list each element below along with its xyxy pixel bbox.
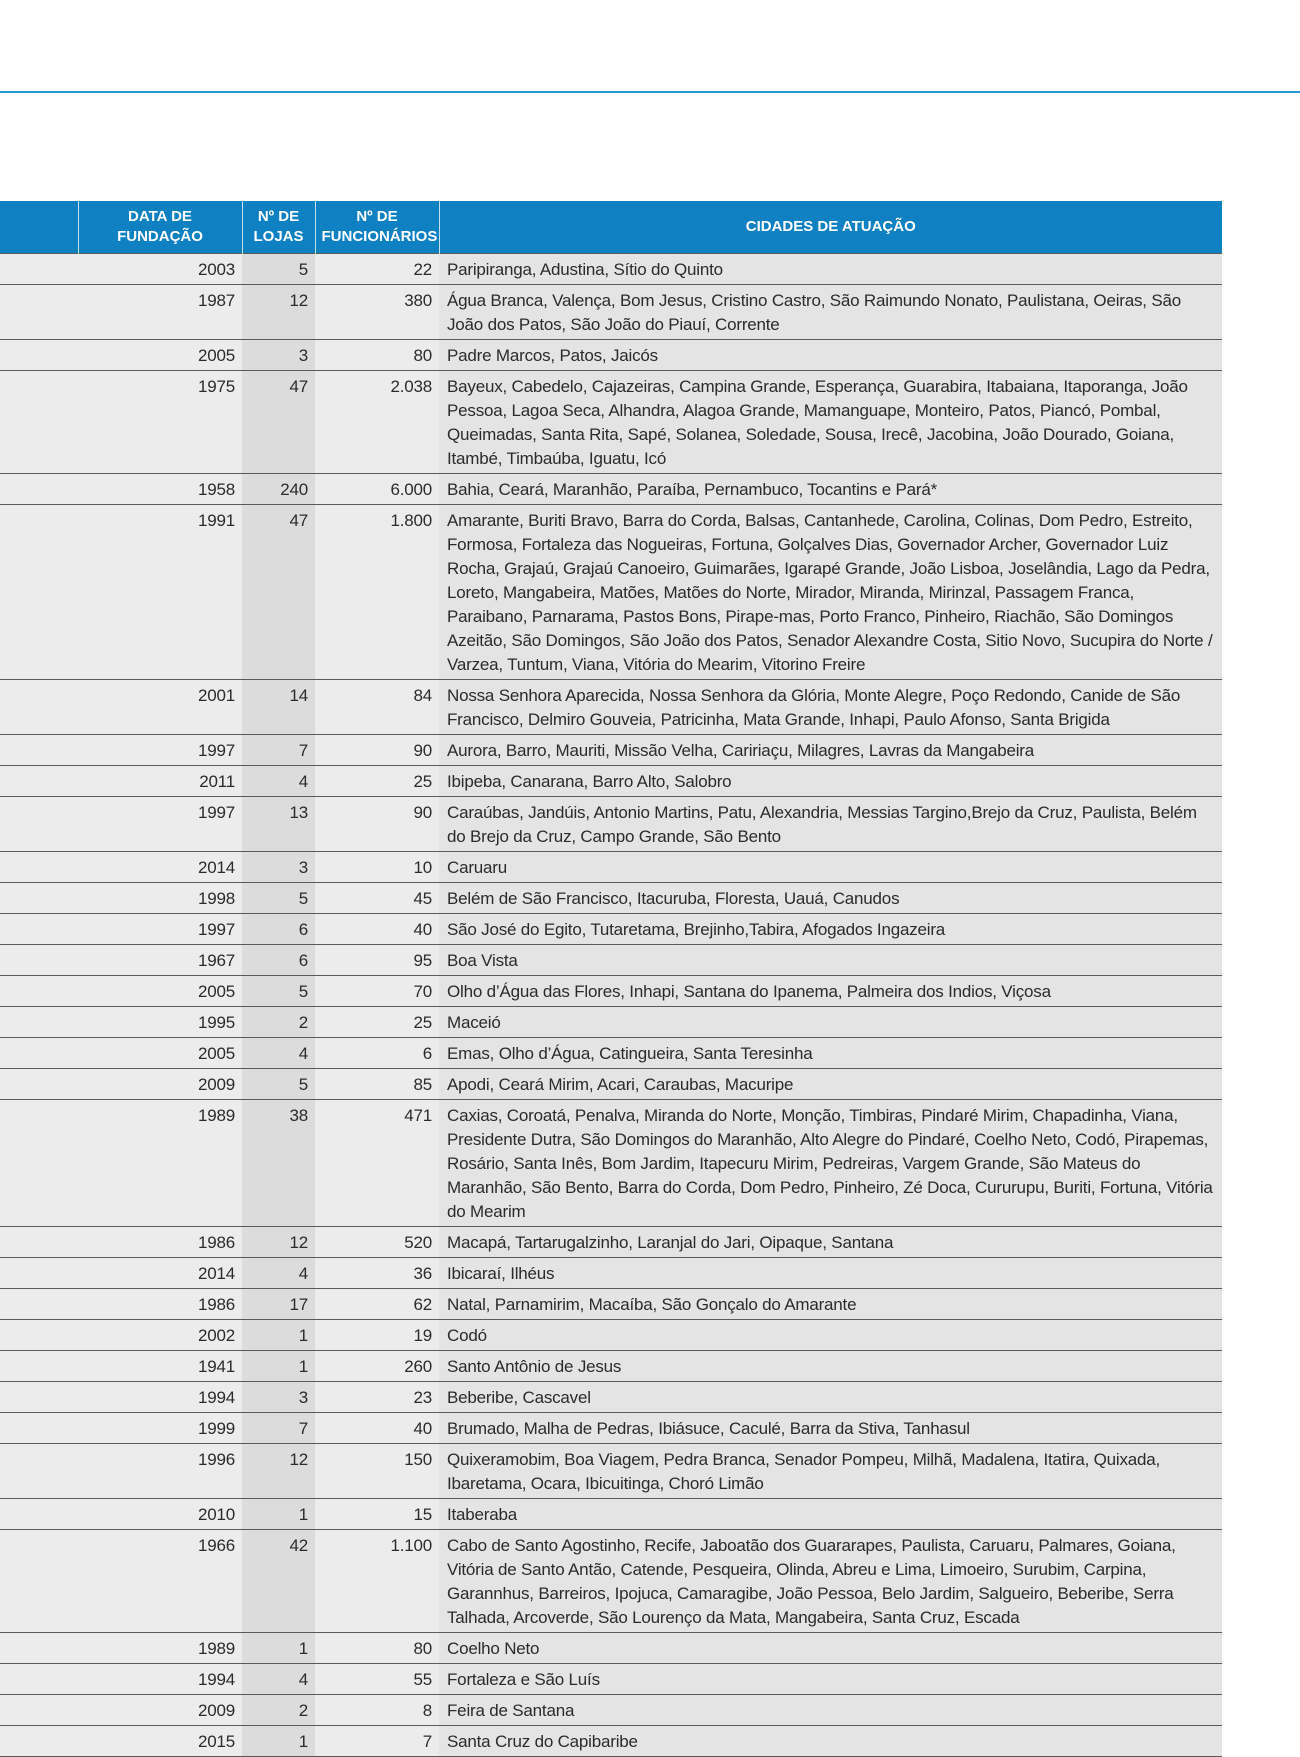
table-row xyxy=(0,1320,1222,1351)
employee-count-cell: 260 xyxy=(315,1351,439,1382)
cities-cell: Padre Marcos, Patos, Jaicós xyxy=(439,340,1222,371)
founding-year-cell: 1986 xyxy=(78,1289,242,1320)
employee-count-cell: 15 xyxy=(315,1499,439,1530)
table-row xyxy=(0,505,1222,680)
row-label-cell xyxy=(0,254,78,285)
table-row xyxy=(0,1726,1222,1757)
founding-year-cell: 1998 xyxy=(78,883,242,914)
founding-year-cell: 2014 xyxy=(78,852,242,883)
employee-count-cell: 7 xyxy=(315,1726,439,1757)
employee-count-cell: 85 xyxy=(315,1069,439,1100)
employee-count-cell: 471 xyxy=(315,1100,439,1227)
table-row xyxy=(0,680,1222,735)
store-count-cell: 5 xyxy=(242,1069,315,1100)
store-count-cell: 7 xyxy=(242,735,315,766)
cities-cell: Bahia, Ceará, Maranhão, Paraíba, Pernambuco, Tocantins e Pará* xyxy=(439,474,1222,505)
cities-cell: Fortaleza e São Luís xyxy=(439,1664,1222,1695)
founding-year-cell: 1994 xyxy=(78,1664,242,1695)
table-row xyxy=(0,766,1222,797)
cities-cell: Bayeux, Cabedelo, Cajazeiras, Campina Grande, Esperança, Guarabira, Itabaiana, Itaporanga, João Pessoa, Lagoa Seca, Alhandra, Alagoa Grande, Mamanguape, Monteiro, Patos, Piancó, Pombal, Queimadas, Santa Rita, Sapé, Solanea, Soledade, Sousa, Irecê, Jacobina, João Dourado, Goiana, Itambé, Timbaúba, Iguatu, Icó xyxy=(439,371,1222,474)
row-label-cell xyxy=(0,1038,78,1069)
store-count-cell: 14 xyxy=(242,680,315,735)
store-count-cell: 4 xyxy=(242,1664,315,1695)
cities-cell: Caraúbas, Jandúis, Antonio Martins, Patu, Alexandria, Messias Targino,Brejo da Cruz, Paulista, Belém do Brejo da Cruz, Campo Grande, São Bento xyxy=(439,797,1222,852)
founding-year-cell: 1986 xyxy=(78,1227,242,1258)
cities-cell: Itaberaba xyxy=(439,1499,1222,1530)
employee-count-cell: 10 xyxy=(315,852,439,883)
employee-count-cell: 70 xyxy=(315,976,439,1007)
cities-cell: Nossa Senhora Aparecida, Nossa Senhora da Glória, Monte Alegre, Poço Redondo, Canide de São Francisco, Delmiro Gouveia, Patricinha, Mata Grande, Inhapi, Paulo Afonso, Santa Brigida xyxy=(439,680,1222,735)
table-row xyxy=(0,1069,1222,1100)
cities-cell: Ibicaraí, Ilhéus xyxy=(439,1258,1222,1289)
row-label-cell xyxy=(0,505,78,680)
table-row xyxy=(0,285,1222,340)
table-row xyxy=(0,1007,1222,1038)
header-blank xyxy=(0,201,78,254)
store-count-cell: 5 xyxy=(242,883,315,914)
employee-count-cell: 45 xyxy=(315,883,439,914)
row-label-cell xyxy=(0,1007,78,1038)
store-count-cell: 1 xyxy=(242,1351,315,1382)
row-label-cell xyxy=(0,1351,78,1382)
cities-cell: Olho d’Água das Flores, Inhapi, Santana do Ipanema, Palmeira dos Indios, Viçosa xyxy=(439,976,1222,1007)
cities-cell: Emas, Olho d’Água, Catingueira, Santa Teresinha xyxy=(439,1038,1222,1069)
table-row xyxy=(0,340,1222,371)
founding-year-cell: 1996 xyxy=(78,1444,242,1499)
stores-table xyxy=(0,201,1222,1757)
cities-cell: Maceió xyxy=(439,1007,1222,1038)
founding-year-cell: 1975 xyxy=(78,371,242,474)
table-row xyxy=(0,1258,1222,1289)
store-count-cell: 4 xyxy=(242,1038,315,1069)
row-label-cell xyxy=(0,1289,78,1320)
cities-cell: Aurora, Barro, Mauriti, Missão Velha, Caririaçu, Milagres, Lavras da Mangabeira xyxy=(439,735,1222,766)
founding-year-cell: 1997 xyxy=(78,735,242,766)
store-count-cell: 17 xyxy=(242,1289,315,1320)
store-count-cell: 2 xyxy=(242,1007,315,1038)
cities-cell: Natal, Parnamirim, Macaíba, São Gonçalo do Amarante xyxy=(439,1289,1222,1320)
table-row xyxy=(0,1038,1222,1069)
founding-year-cell: 2015 xyxy=(78,1726,242,1757)
store-count-cell: 1 xyxy=(242,1320,315,1351)
founding-year-cell: 2005 xyxy=(78,340,242,371)
employee-count-cell: 90 xyxy=(315,797,439,852)
row-label-cell xyxy=(0,1069,78,1100)
store-count-cell: 6 xyxy=(242,945,315,976)
row-label-cell xyxy=(0,976,78,1007)
store-count-cell: 12 xyxy=(242,285,315,340)
header-row xyxy=(0,201,1222,254)
row-label-cell xyxy=(0,883,78,914)
founding-year-cell: 1997 xyxy=(78,797,242,852)
employee-count-cell: 520 xyxy=(315,1227,439,1258)
row-label-cell xyxy=(0,797,78,852)
table-row xyxy=(0,1530,1222,1633)
row-label-cell xyxy=(0,914,78,945)
row-label-cell xyxy=(0,1258,78,1289)
row-label-cell xyxy=(0,945,78,976)
header-store-count: Nº DE LOJAS xyxy=(242,201,315,254)
store-count-cell: 4 xyxy=(242,1258,315,1289)
cities-cell: Macapá, Tartarugalzinho, Laranjal do Jari, Oipaque, Santana xyxy=(439,1227,1222,1258)
store-count-cell: 4 xyxy=(242,766,315,797)
table-row xyxy=(0,371,1222,474)
row-label-cell xyxy=(0,852,78,883)
store-count-cell: 7 xyxy=(242,1413,315,1444)
cities-cell: Coelho Neto xyxy=(439,1633,1222,1664)
store-count-cell: 47 xyxy=(242,371,315,474)
cities-cell: Santa Cruz do Capibaribe xyxy=(439,1726,1222,1757)
founding-year-cell: 2009 xyxy=(78,1069,242,1100)
row-label-cell xyxy=(0,1227,78,1258)
row-label-cell xyxy=(0,1444,78,1499)
store-count-cell: 42 xyxy=(242,1530,315,1633)
store-count-cell: 1 xyxy=(242,1499,315,1530)
row-label-cell xyxy=(0,340,78,371)
employee-count-cell: 150 xyxy=(315,1444,439,1499)
table-row xyxy=(0,976,1222,1007)
store-count-cell: 3 xyxy=(242,852,315,883)
cities-cell: Apodi, Ceará Mirim, Acari, Caraubas, Macuripe xyxy=(439,1069,1222,1100)
founding-year-cell: 1994 xyxy=(78,1382,242,1413)
founding-year-cell: 1967 xyxy=(78,945,242,976)
cities-cell: Paripiranga, Adustina, Sítio do Quinto xyxy=(439,254,1222,285)
table-row xyxy=(0,852,1222,883)
store-count-cell: 1 xyxy=(242,1726,315,1757)
cities-cell: Feira de Santana xyxy=(439,1695,1222,1726)
store-count-cell: 3 xyxy=(242,1382,315,1413)
table-row xyxy=(0,914,1222,945)
founding-year-cell: 2002 xyxy=(78,1320,242,1351)
store-count-cell: 12 xyxy=(242,1227,315,1258)
founding-year-cell: 1987 xyxy=(78,285,242,340)
store-count-cell: 38 xyxy=(242,1100,315,1227)
founding-year-cell: 1989 xyxy=(78,1100,242,1227)
employee-count-cell: 6.000 xyxy=(315,474,439,505)
stores-table-container xyxy=(0,201,1222,1757)
table-row xyxy=(0,945,1222,976)
founding-year-cell: 2009 xyxy=(78,1695,242,1726)
cities-cell: Beberibe, Cascavel xyxy=(439,1382,1222,1413)
store-count-cell: 2 xyxy=(242,1695,315,1726)
founding-year-cell: 1995 xyxy=(78,1007,242,1038)
employee-count-cell: 62 xyxy=(315,1289,439,1320)
store-count-cell: 6 xyxy=(242,914,315,945)
founding-year-cell: 2001 xyxy=(78,680,242,735)
employee-count-cell: 23 xyxy=(315,1382,439,1413)
store-count-cell: 1 xyxy=(242,1633,315,1664)
row-label-cell xyxy=(0,1499,78,1530)
row-label-cell xyxy=(0,735,78,766)
table-row xyxy=(0,1100,1222,1227)
founding-year-cell: 1997 xyxy=(78,914,242,945)
row-label-cell xyxy=(0,1100,78,1227)
founding-year-cell: 2003 xyxy=(78,254,242,285)
employee-count-cell: 40 xyxy=(315,1413,439,1444)
employee-count-cell: 19 xyxy=(315,1320,439,1351)
row-label-cell xyxy=(0,1664,78,1695)
row-label-cell xyxy=(0,285,78,340)
table-row xyxy=(0,1664,1222,1695)
employee-count-cell: 84 xyxy=(315,680,439,735)
row-label-cell xyxy=(0,1320,78,1351)
table-header xyxy=(0,201,1222,254)
table-row xyxy=(0,883,1222,914)
employee-count-cell: 2.038 xyxy=(315,371,439,474)
founding-year-cell: 1941 xyxy=(78,1351,242,1382)
store-count-cell: 5 xyxy=(242,254,315,285)
row-label-cell xyxy=(0,680,78,735)
cities-cell: Santo Antônio de Jesus xyxy=(439,1351,1222,1382)
table-row xyxy=(0,1633,1222,1664)
table-body xyxy=(0,254,1222,1757)
header-cities: CIDADES DE ATUAÇÃO xyxy=(439,201,1222,254)
table-row xyxy=(0,254,1222,285)
employee-count-cell: 25 xyxy=(315,766,439,797)
table-row xyxy=(0,1382,1222,1413)
founding-year-cell: 2005 xyxy=(78,1038,242,1069)
founding-year-cell: 1958 xyxy=(78,474,242,505)
store-count-cell: 5 xyxy=(242,976,315,1007)
header-employee-count: Nº DE FUNCIONÁRIOS xyxy=(315,201,439,254)
cities-cell: Amarante, Buriti Bravo, Barra do Corda, Balsas, Cantanhede, Carolina, Colinas, Dom Pedro, Estreito, Formosa, Fortaleza das Nogueiras, Fortuna, Golçalves Dias, Governador Archer, Governador Luiz Rocha, Grajaú, Grajaú Canoeiro, Guimarães, Igarapé Grande, João Lisboa, Joselândia, Lago da Pedra, Loreto, Mangabeira, Matões, Matões do Norte, Mirador, Miranda, Mirinzal, Passagem Franca, Paraibano, Parnarama, Pastos Bons, Pirape-mas, Porto Franco, Pinheiro, Riachão, São Domingos Azeitão, São Domingos, São João dos Patos, Senador Alexandre Costa, Sitio Novo, Sucupira do Norte / Varzea, Tuntum, Viana, Vitória do Mearim, Vitorino Freire xyxy=(439,505,1222,680)
founding-year-cell: 1991 xyxy=(78,505,242,680)
employee-count-cell: 1.800 xyxy=(315,505,439,680)
founding-year-cell: 2005 xyxy=(78,976,242,1007)
employee-count-cell: 6 xyxy=(315,1038,439,1069)
employee-count-cell: 95 xyxy=(315,945,439,976)
employee-count-cell: 55 xyxy=(315,1664,439,1695)
store-count-cell: 3 xyxy=(242,340,315,371)
table-row xyxy=(0,797,1222,852)
founding-year-cell: 2011 xyxy=(78,766,242,797)
row-label-cell xyxy=(0,766,78,797)
cities-cell: Caruaru xyxy=(439,852,1222,883)
cities-cell: Brumado, Malha de Pedras, Ibiásuce, Caculé, Barra da Stiva, Tanhasul xyxy=(439,1413,1222,1444)
store-count-cell: 47 xyxy=(242,505,315,680)
employee-count-cell: 40 xyxy=(315,914,439,945)
store-count-cell: 240 xyxy=(242,474,315,505)
row-label-cell xyxy=(0,371,78,474)
table-row xyxy=(0,1289,1222,1320)
employee-count-cell: 80 xyxy=(315,1633,439,1664)
cities-cell: Boa Vista xyxy=(439,945,1222,976)
employee-count-cell: 22 xyxy=(315,254,439,285)
employee-count-cell: 80 xyxy=(315,340,439,371)
store-count-cell: 13 xyxy=(242,797,315,852)
cities-cell: Caxias, Coroatá, Penalva, Miranda do Norte, Monção, Timbiras, Pindaré Mirim, Chapadinha, Viana, Presidente Dutra, São Domingos do Maranhão, Alto Alegre do Pindaré, Coelho Neto, Codó, Pirapemas, Rosário, Santa Inês, Bom Jardim, Itapecuru Mirim, Pedreiras, Vargem Grande, São Mateus do Maranhão, São Bento, Barra do Corda, Dom Pedro, Pinheiro, Zé Doca, Cururupu, Buriti, Fortuna, Vitória do Mearim xyxy=(439,1100,1222,1227)
founding-year-cell: 1989 xyxy=(78,1633,242,1664)
cities-cell: Quixeramobim, Boa Viagem, Pedra Branca, Senador Pompeu, Milhã, Madalena, Itatira, Quixada, Ibaretama, Ocara, Ibicuitinga, Choró Limão xyxy=(439,1444,1222,1499)
cities-cell: Belém de São Francisco, Itacuruba, Floresta, Uauá, Canudos xyxy=(439,883,1222,914)
founding-year-cell: 1999 xyxy=(78,1413,242,1444)
table-row xyxy=(0,1413,1222,1444)
table-row xyxy=(0,1351,1222,1382)
top-divider-line xyxy=(0,91,1300,93)
table-row xyxy=(0,735,1222,766)
table-row xyxy=(0,1695,1222,1726)
cities-cell: Cabo de Santo Agostinho, Recife, Jaboatão dos Guararapes, Paulista, Caruaru, Palmares, Goiana, Vitória de Santo Antão, Catende, Pesqueira, Olinda, Abreu e Lima, Limoeiro, Surubim, Carpina, Garannhus, Barreiros, Ipojuca, Camaragibe, João Pessoa, Belo Jardim, Salgueiro, Beberibe, Serra Talhada, Arcoverde, São Lourenço da Mata, Mangabeira, Santa Cruz, Escada xyxy=(439,1530,1222,1633)
cities-cell: Ibipeba, Canarana, Barro Alto, Salobro xyxy=(439,766,1222,797)
table-row xyxy=(0,1499,1222,1530)
employee-count-cell: 380 xyxy=(315,285,439,340)
employee-count-cell: 90 xyxy=(315,735,439,766)
row-label-cell xyxy=(0,474,78,505)
founding-year-cell: 2010 xyxy=(78,1499,242,1530)
row-label-cell xyxy=(0,1530,78,1633)
founding-year-cell: 1966 xyxy=(78,1530,242,1633)
row-label-cell xyxy=(0,1413,78,1444)
cities-cell: São José do Egito, Tutaretama, Brejinho,Tabira, Afogados Ingazeira xyxy=(439,914,1222,945)
table-row xyxy=(0,1227,1222,1258)
store-count-cell: 12 xyxy=(242,1444,315,1499)
row-label-cell xyxy=(0,1726,78,1757)
employee-count-cell: 1.100 xyxy=(315,1530,439,1633)
table-row xyxy=(0,1444,1222,1499)
row-label-cell xyxy=(0,1633,78,1664)
header-founding-date: DATA DE FUNDAÇÃO xyxy=(78,201,242,254)
employee-count-cell: 25 xyxy=(315,1007,439,1038)
row-label-cell xyxy=(0,1695,78,1726)
cities-cell: Água Branca, Valença, Bom Jesus, Cristino Castro, São Raimundo Nonato, Paulistana, Oeiras, São João dos Patos, São João do Piauí, Corrente xyxy=(439,285,1222,340)
employee-count-cell: 8 xyxy=(315,1695,439,1726)
employee-count-cell: 36 xyxy=(315,1258,439,1289)
cities-cell: Codó xyxy=(439,1320,1222,1351)
table-row xyxy=(0,474,1222,505)
founding-year-cell: 2014 xyxy=(78,1258,242,1289)
row-label-cell xyxy=(0,1382,78,1413)
